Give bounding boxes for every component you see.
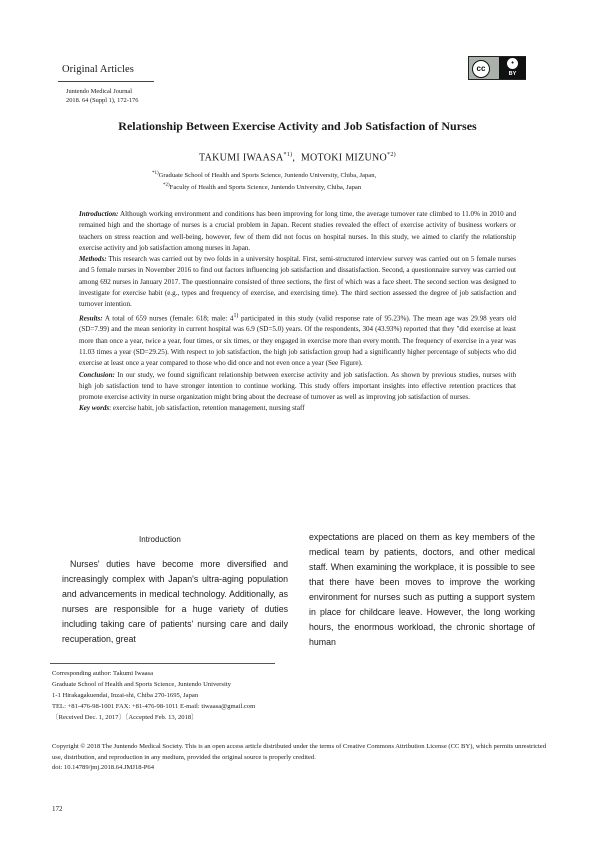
author-institution: Graduate School of Health and Sports Science, Juntendo University bbox=[52, 681, 231, 688]
abstract-methods bbox=[79, 254, 516, 310]
received-accepted-dates bbox=[52, 712, 255, 723]
abstract-introduction bbox=[79, 209, 516, 254]
keywords-heading: Key words bbox=[79, 404, 110, 413]
journal-name: Juntendo Medical Journal bbox=[66, 88, 133, 95]
copyright-text: Copyright © 2018 The Juntendo Medical Society. This is an open access article distributed under the terms of Creative Commons Attribution License (CC BY), which permits unrestricted use, distribution, and reproduction in any medium, provided the original source is properly credited. bbox=[52, 743, 547, 761]
correspondence-block bbox=[52, 668, 255, 723]
author-address: 1-1 Hirakagakuendai, Inzai-shi, Chiba 270-1695, Japan bbox=[52, 692, 199, 699]
introduction-heading: Introduction bbox=[139, 535, 181, 544]
abstract-results-heading: Results: bbox=[79, 314, 103, 323]
doi-link[interactable]: doi: 10.14789/jmj.2018.64.JMJ18-P64 bbox=[52, 764, 155, 772]
abstract-results-sup: 1) bbox=[233, 312, 239, 319]
page-number: 172 bbox=[52, 805, 63, 813]
author-1-mark: *1) bbox=[283, 152, 293, 158]
section-rule bbox=[58, 81, 154, 82]
paper-title: Relationship Between Exercise Activity and Job Satisfaction of Nurses bbox=[118, 119, 477, 133]
cc-by-license-badge[interactable] bbox=[468, 56, 526, 80]
affiliation-1-text: Graduate School of Health and Sports Science, Juntendo University, Chiba, Japan, bbox=[158, 172, 377, 180]
keywords-text: : exercise habit, job satisfaction, retention management, nursing staff bbox=[109, 404, 305, 413]
abstract-introduction-text: Although working environment and conditions has been improving for long time, the average turnover rate climbed to 11.0% in 2010 and remained high and the shortage of nurses is a crucial problem in Japan. Recent studies revealed the effect of exercise activity of business workers or teachers on stress reaction and well-being, however, few of them did not focus on hospital nurses. In this study, we aimed to clarify the relationship exercise activity and job satisfaction among nurses in Japan. bbox=[79, 210, 516, 252]
abstract-conclusion-text: In our study, we found significant relationship between exercise activity and job satisfaction. As shown by previous studies, nurses with high job satisfaction tend to have stronger intention to continue working. This study offers important insights into effective retention practices that promote exercise activity in nurse organization might bring about the decrease of turnover as well as improving job satisfaction of nurses. bbox=[79, 370, 516, 402]
author-2-mark: *2) bbox=[387, 152, 396, 158]
copyright-block bbox=[52, 742, 552, 774]
affiliation-2 bbox=[163, 183, 361, 191]
affiliation-2-mark: *2) bbox=[163, 183, 170, 188]
abstract bbox=[79, 209, 516, 415]
abstract-conclusion bbox=[79, 370, 516, 404]
abstract-results-text-a: A total of 659 nurses (female: 618; male: 4 bbox=[102, 314, 234, 323]
accepted-date: 〔Accepted Feb. 13, 2018〕 bbox=[125, 714, 198, 721]
creative-commons-icon: cc bbox=[472, 60, 490, 78]
author-2-name: MOTOKI MIZUNO bbox=[300, 152, 388, 164]
body-right-column: expectations are placed on them as key members of the medical team by patients, doctors, and other medical staff. When examining the workplace, it is possible to see that there have been moves to improve the working environment for nurses such as putting a support system in place for childcare leave. However, the long working hours, the enormous workload, the chronic shortage of human bbox=[309, 532, 535, 647]
by-label: BY bbox=[508, 71, 517, 77]
abstract-conclusion-heading: Conclusion: bbox=[79, 370, 115, 379]
corresponding-author: Corresponding author: Takumi Iwaasa bbox=[52, 670, 154, 677]
abstract-results-text-b: participated in this study (valid response rate of 95.23%). The mean age was 29.98 years old (SD=7.99) and the mean seniority in current hospital was 6.9 (SD=5.0) years. Of the respondents, 304 (43.93%) reported that they "did exercise at least more than once a year, twice a year, four times, or six times, or they engaged in exercise more than every month. The frequency of exercise in a year was 11.03 times a year (SD=29.25). With respect to job satisfaction, the high job satisfaction group had a significantly higher percentage of subjects who did exercise at least once a year compared to those who did once and not even once a year (See Figure). bbox=[79, 314, 516, 368]
section-label: Original Articles bbox=[62, 64, 134, 75]
abstract-introduction-heading: Introduction: bbox=[79, 210, 119, 218]
journal-volume: 2018. 64 (Suppl 1), 172-176 bbox=[66, 97, 139, 104]
abstract-results bbox=[79, 311, 516, 370]
received-date: 〔Received Dec. 1, 2017〕 bbox=[52, 714, 126, 721]
abstract-methods-heading: Methods: bbox=[79, 255, 107, 264]
keywords bbox=[79, 403, 516, 414]
abstract-methods-text: This research was carried out by two folds in a university hospital. First, semi-structured interview survey was carried out on 5 female nurses and 5 female nurses in November 2016 to find out factors influencing job satisfaction and dissatisfaction. Second, a questionnaire survey was carried out among 692 nurses in January 2017. The questionnaire consisted of three sections, the first of which was a face sheet. The second section was designed to investigate for exercise habit (e.g., types and frequency of exercise, and exercising time). The third section assessed the degree of job satisfaction and turnover intention. bbox=[79, 255, 516, 309]
journal-info bbox=[66, 87, 138, 105]
footnote-rule bbox=[50, 663, 275, 664]
affiliation-1 bbox=[152, 171, 376, 179]
author-1-name: TAKUMI IWAASA bbox=[199, 152, 284, 164]
author-line: TAKUMI IWAASA$^{*1)}$, MOTOKI MIZUNO$^{*2)}$ bbox=[199, 152, 396, 164]
affiliation-2-text: Faculty of Health and Sports Science, Juntendo University, Chiba, Japan bbox=[169, 184, 362, 192]
body-left-column: Nurses' duties have become more diversified and increasingly complex with Japan's ultra-aging population and advancements in medical technology. Additionally, as nurses are responsible for a huge variety of duties including taking care of patients' nursing care and daily recuperation, great bbox=[62, 559, 288, 644]
affiliation-1-mark: *1) bbox=[152, 171, 159, 176]
attribution-icon bbox=[499, 57, 526, 79]
author-contact: TEL: +81-476-98-1001 FAX: +81-476-98-1011 E-mail: tiwaasa@gmail.com bbox=[52, 703, 256, 710]
person-icon: • bbox=[507, 58, 518, 69]
